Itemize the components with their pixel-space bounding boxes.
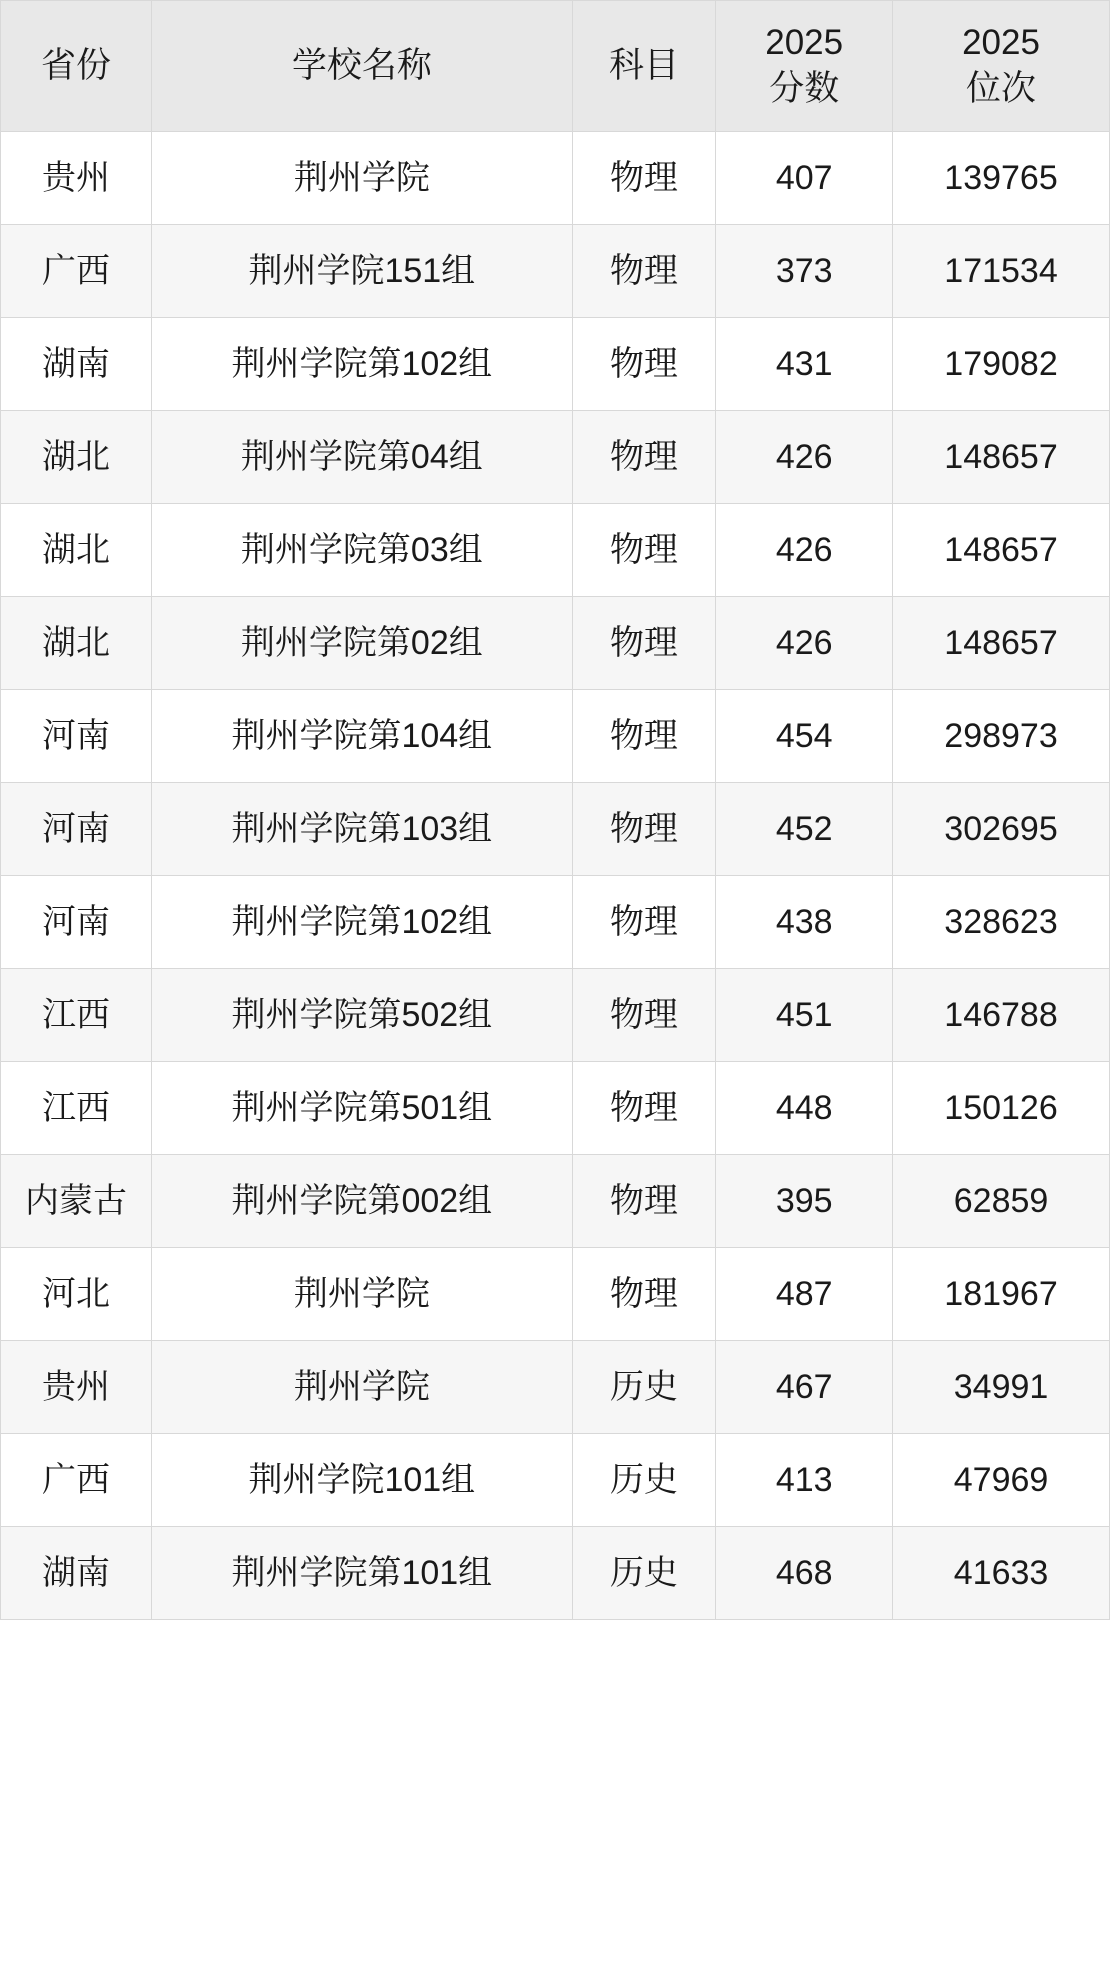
column-header-province-line-1: 省份 [41,45,112,85]
cell-subject: 物理 [572,504,716,597]
cell-score: 395 [716,1155,893,1248]
cell-school: 荆州学院 [152,1341,572,1434]
cell-province: 湖北 [1,411,152,504]
cell-subject: 物理 [572,318,716,411]
table-row [1,783,1110,876]
cell-rank: 298973 [893,690,1110,783]
cell-province: 湖北 [1,504,152,597]
cell-rank: 148657 [893,504,1110,597]
cell-school: 荆州学院第103组 [152,783,572,876]
cell-score: 438 [716,876,893,969]
table-header-row [1,1,1110,132]
cell-province: 贵州 [1,132,152,225]
cell-school: 荆州学院151组 [152,225,572,318]
table-row [1,1062,1110,1155]
cell-subject: 物理 [572,1155,716,1248]
cell-subject: 物理 [572,132,716,225]
cell-school: 荆州学院第03组 [152,504,572,597]
cell-subject: 物理 [572,1248,716,1341]
cell-score: 487 [716,1248,893,1341]
cell-rank: 34991 [893,1341,1110,1434]
column-header-score [716,1,893,132]
cell-province: 湖南 [1,318,152,411]
table-row [1,1434,1110,1527]
cell-score: 426 [716,597,893,690]
cell-school: 荆州学院第02组 [152,597,572,690]
cell-rank: 181967 [893,1248,1110,1341]
table-row [1,690,1110,783]
cell-rank: 171534 [893,225,1110,318]
cell-rank: 146788 [893,969,1110,1062]
table-header [1,1,1110,132]
column-header-school-line-1: 学校名称 [291,45,432,85]
cell-score: 407 [716,132,893,225]
table-row [1,1155,1110,1248]
cell-rank: 328623 [893,876,1110,969]
cell-school: 荆州学院 [152,1248,572,1341]
cell-province: 江西 [1,969,152,1062]
cell-score: 467 [716,1341,893,1434]
cell-subject: 物理 [572,876,716,969]
cell-score: 413 [716,1434,893,1527]
cell-province: 广西 [1,1434,152,1527]
cell-school: 荆州学院第002组 [152,1155,572,1248]
column-header-rank-line-1: 2025 [962,22,1040,62]
cell-province: 江西 [1,1062,152,1155]
cell-score: 452 [716,783,893,876]
table-row [1,318,1110,411]
cell-school: 荆州学院 [152,132,572,225]
cell-province: 河南 [1,783,152,876]
cell-subject: 历史 [572,1341,716,1434]
cell-rank: 148657 [893,597,1110,690]
cell-subject: 历史 [572,1527,716,1620]
cell-school: 荆州学院第104组 [152,690,572,783]
cell-rank: 139765 [893,132,1110,225]
cell-school: 荆州学院第101组 [152,1527,572,1620]
column-header-rank [893,1,1110,132]
cell-score: 426 [716,504,893,597]
cell-subject: 历史 [572,1434,716,1527]
cell-rank: 302695 [893,783,1110,876]
cell-score: 454 [716,690,893,783]
table-row [1,1527,1110,1620]
cell-province: 湖南 [1,1527,152,1620]
table-row [1,969,1110,1062]
cell-subject: 物理 [572,597,716,690]
cell-rank: 150126 [893,1062,1110,1155]
table-row [1,132,1110,225]
cell-rank: 62859 [893,1155,1110,1248]
cell-province: 贵州 [1,1341,152,1434]
cell-score: 426 [716,411,893,504]
table-row [1,597,1110,690]
cell-school: 荆州学院第502组 [152,969,572,1062]
table-row [1,876,1110,969]
column-header-score-line-2: 分数 [769,69,840,108]
cell-province: 广西 [1,225,152,318]
cell-subject: 物理 [572,690,716,783]
table-row [1,504,1110,597]
cell-province: 河北 [1,1248,152,1341]
table-row [1,1248,1110,1341]
cell-rank: 179082 [893,318,1110,411]
cell-province: 河南 [1,690,152,783]
cell-subject: 物理 [572,783,716,876]
cell-subject: 物理 [572,969,716,1062]
table-row [1,411,1110,504]
cell-province: 河南 [1,876,152,969]
table-row [1,225,1110,318]
cell-school: 荆州学院第501组 [152,1062,572,1155]
column-header-school [152,1,572,132]
cell-school: 荆州学院第04组 [152,411,572,504]
cell-subject: 物理 [572,225,716,318]
cell-score: 373 [716,225,893,318]
table-body [1,132,1110,1620]
cell-score: 468 [716,1527,893,1620]
column-header-rank-line-2: 位次 [966,69,1037,108]
cell-province: 湖北 [1,597,152,690]
cell-score: 448 [716,1062,893,1155]
table-row [1,1341,1110,1434]
column-header-subject-line-1: 科目 [608,45,679,85]
cell-school: 荆州学院第102组 [152,876,572,969]
cell-rank: 148657 [893,411,1110,504]
cell-subject: 物理 [572,411,716,504]
cell-rank: 47969 [893,1434,1110,1527]
column-header-province [1,1,152,132]
cell-score: 431 [716,318,893,411]
cell-school: 荆州学院第102组 [152,318,572,411]
cell-subject: 物理 [572,1062,716,1155]
cell-province: 内蒙古 [1,1155,152,1248]
cell-rank: 41633 [893,1527,1110,1620]
cell-score: 451 [716,969,893,1062]
column-header-subject [572,1,716,132]
column-header-score-line-1: 2025 [765,22,844,62]
cell-school: 荆州学院101组 [152,1434,572,1527]
